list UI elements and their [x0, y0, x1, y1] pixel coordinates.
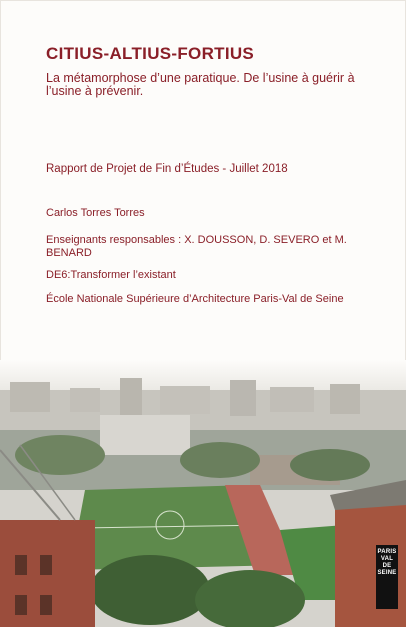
cover-photo — [0, 360, 406, 627]
school-logo: PARIS VAL DE SEINE — [376, 545, 398, 609]
document-subtitle: La métamorphose d’une paratique. De l’usine à guérir à l’usine à prévenir. — [46, 71, 355, 98]
document-title: CITIUS-ALTIUS-FORTIUS — [46, 44, 255, 63]
report-line: Rapport de Projet de Fin d’Études - Juillet 2018 — [46, 163, 288, 175]
teachers-line: Enseignants responsables : X. DOUSSON, D. SEVERO et M. BENARD — [46, 234, 347, 259]
author-name: Carlos Torres Torres — [46, 207, 145, 219]
school-name: École Nationale Supérieure d’Architecture Paris-Val de Seine — [46, 293, 344, 305]
studio-line: DE6:Transformer l’existant — [46, 269, 176, 281]
